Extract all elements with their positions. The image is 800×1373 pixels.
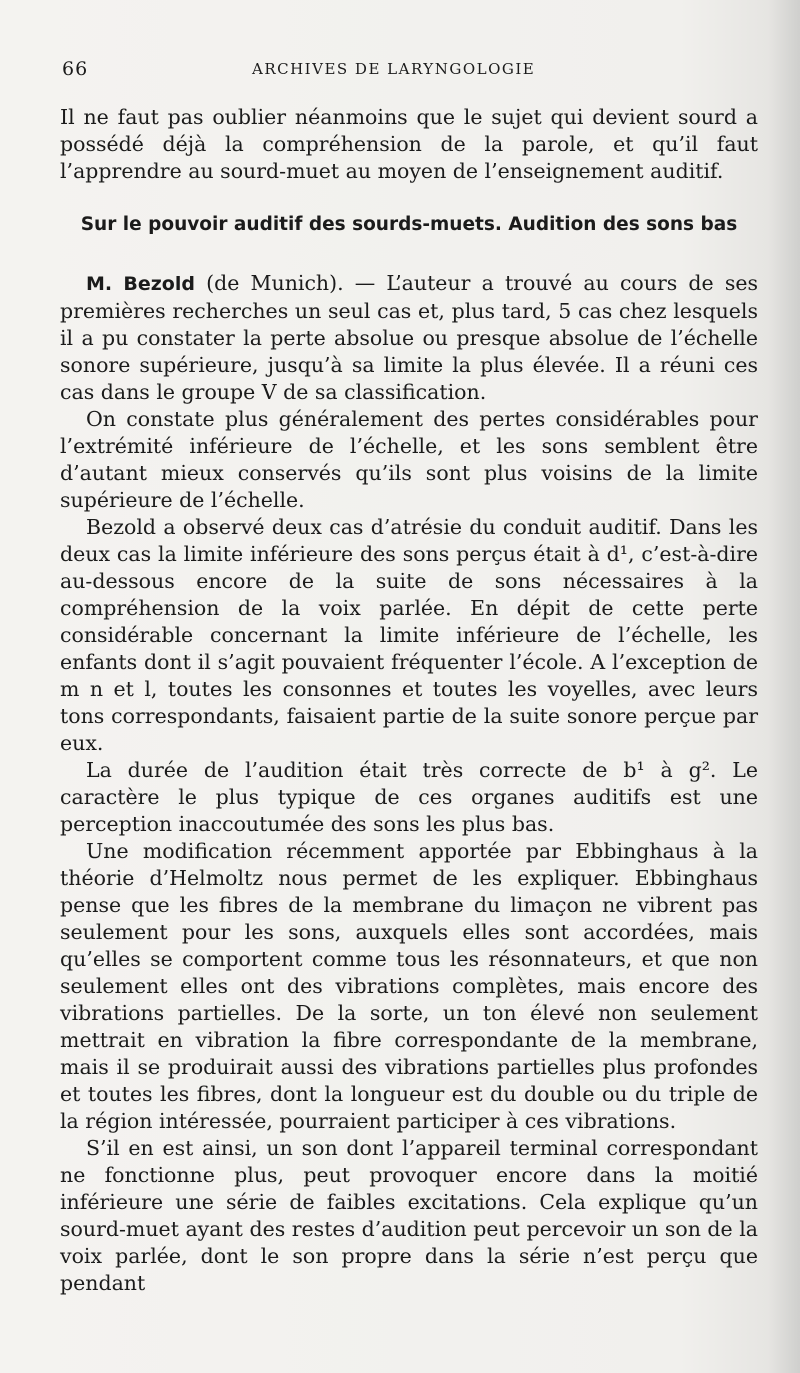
journal-title: ARCHIVES DE LARYNGOLOGIE (252, 60, 536, 78)
section-heading: Sur le pouvoir auditif des sourds-muets. Audition des sons bas (80, 214, 738, 235)
page-number: 66 (62, 58, 89, 80)
paragraph-2: On constate plus généralement des pertes considérables pour l’extrémité inférieure de l’échelle, et les sons semblent être d’autant mieux conservés qu’ils sont plus voisins de la limite supérieure de l’échelle. (60, 407, 758, 512)
paragraph-3: Bezold a observé deux cas d’atrésie du conduit auditif. Dans les deux cas la limite inférieure des sons perçus était à d¹, c’est-à-dire au-dessous encore de la suite de sons nécessaires à la compréhension de la voix parlée. En dépit de cette perte considérable concernant la limite inférieure de l’échelle, les enfants dont il s’agit pouvaient fréquenter l’école. A l’exception de m n et l, toutes les consonnes et toutes les voyelles, avec leurs tons correspondants, faisaient partie de la suite sonore perçue par eux. (60, 515, 758, 755)
author-name: M. Bezold (86, 273, 195, 295)
paragraph-1 (60, 270, 758, 406)
paragraph-4: La durée de l’audition était très correcte de b¹ à g². Le caractère le plus typique de ces organes auditifs est une perception inaccoutumée des sons les plus bas. (60, 758, 758, 836)
article-body (60, 104, 758, 1297)
intro-paragraph: Il ne faut pas oublier néanmoins que le sujet qui devient sourd a possédé déjà la compréhension de la parole, et qu’il faut l’apprendre au sourd-muet au moyen de l’enseignement auditif. (60, 105, 758, 183)
running-head (62, 58, 762, 86)
paragraph-1-text: (de Munich). — L’auteur a trouvé au cours de ses premières recherches un seul cas et, plus tard, 5 cas chez lesquels il a pu constater la perte absolue ou presque absolue de l’échelle sonore supérieure, jusqu’à sa limite la plus élevée. Il a réuni ces cas dans le groupe V de sa classification. (60, 271, 758, 404)
paragraph-5: Une modification récemment apportée par Ebbinghaus à la théorie d’Helmoltz nous permet de les expliquer. Ebbinghaus pense que les fibres de la membrane du limaçon ne vibrent pas seulement pour les sons, auxquels elles sont accordées, mais qu’elles se comportent comme tous les résonnateurs, et que non seulement elles ont des vibrations complètes, mais encore des vibrations partielles. De la sorte, un ton élevé non seulement mettrait en vibration la fibre correspondante de la membrane, mais il se produirait aussi des vibrations partielles plus profondes et toutes les fibres, dont la longueur est du double ou du triple de la région intéressée, pourraient participer à ces vibrations. (60, 839, 758, 1133)
paragraph-6: S’il en est ainsi, un son dont l’appareil terminal correspondant ne fonctionne plus, peut provoquer encore dans la moitié inférieure une série de faibles excitations. Cela explique qu’un sourd-muet ayant des restes d’audition peut percevoir un son de la voix parlée, dont le son propre dans la série n’est perçu que pendant (60, 1136, 758, 1295)
